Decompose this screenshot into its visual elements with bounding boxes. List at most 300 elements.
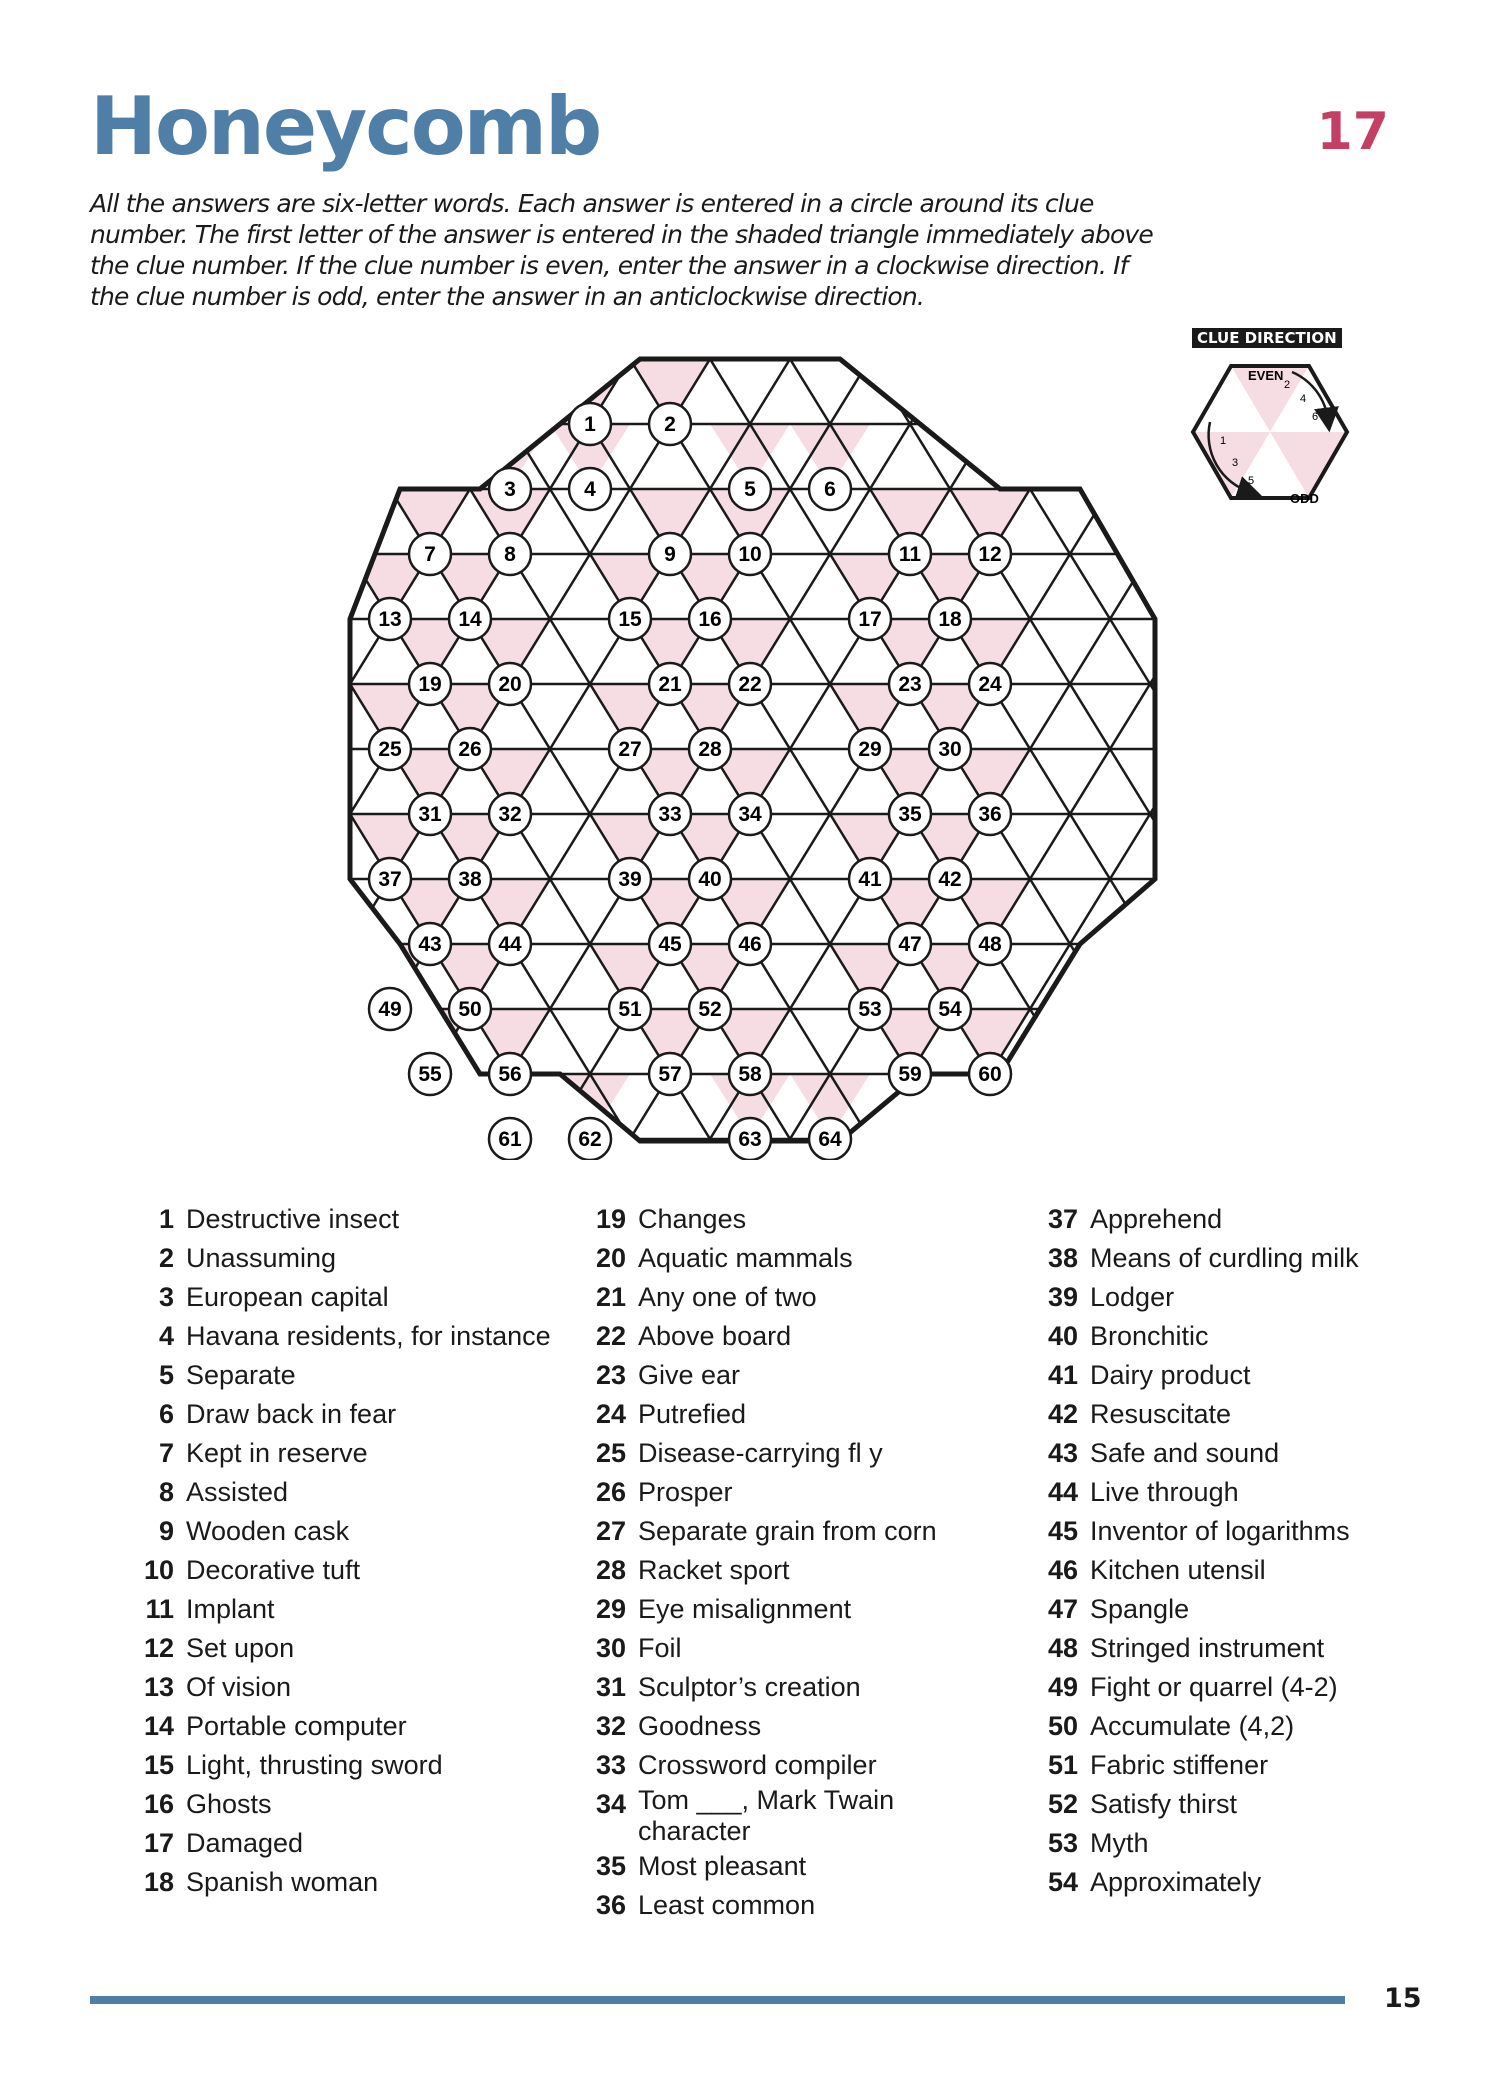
grid-line: [1470, 294, 1501, 1160]
clue-number-circle[interactable]: [489, 663, 531, 705]
clue-text: Eye misalignment: [638, 1594, 852, 1624]
grid-line: [1470, 294, 1501, 1160]
clue-text: Foil: [638, 1633, 682, 1663]
circle-number-label: 25: [378, 738, 402, 761]
clue: [582, 1707, 1012, 1746]
clue-number: 25: [595, 1438, 626, 1468]
clue-number-circle[interactable]: [889, 533, 931, 575]
circle-number-label: 16: [698, 608, 722, 631]
clue-number-circle[interactable]: [569, 468, 611, 510]
circle-number-label: 35: [898, 803, 922, 826]
circle-number-label: 19: [418, 673, 442, 696]
clue-text: Aquatic mammals: [638, 1243, 853, 1273]
clue-number-circle[interactable]: [929, 988, 971, 1030]
clue-text: Approximately: [1090, 1867, 1262, 1897]
clue-number: 43: [1047, 1438, 1078, 1468]
clue-number: 49: [1047, 1672, 1078, 1702]
circle-number-label: 9: [664, 543, 676, 566]
clue-number-circle[interactable]: [729, 663, 771, 705]
clue-text: Least common: [638, 1890, 816, 1920]
clue: [1034, 1824, 1464, 1863]
clue: [582, 1590, 1012, 1629]
clue-number: 21: [595, 1282, 626, 1312]
clue: [582, 1434, 1012, 1473]
clue-text: Stringed instrument: [1090, 1633, 1325, 1663]
circle-number-label: 33: [658, 803, 682, 826]
circle-number-label: 17: [858, 608, 882, 631]
clue-text: Racket sport: [638, 1555, 790, 1585]
clue-number-circle[interactable]: [369, 598, 411, 640]
clue-number: 32: [595, 1711, 626, 1741]
clue-number-circle[interactable]: [849, 858, 891, 900]
legend-even-digit: 2: [1284, 379, 1291, 391]
clue-number: 28: [595, 1555, 626, 1585]
grid-line: [0, 294, 350, 1160]
clue-number-circle[interactable]: [809, 1118, 851, 1160]
clue-number: 53: [1047, 1828, 1078, 1858]
clue-text: Kept in reserve: [186, 1438, 368, 1468]
clue-number-circle[interactable]: [489, 468, 531, 510]
clue: [130, 1356, 570, 1395]
clue-text: Set upon: [186, 1633, 295, 1663]
grid-line: [0, 294, 430, 1160]
clue-number: 31: [595, 1672, 626, 1702]
clue: [1034, 1512, 1464, 1551]
clue-number-circle[interactable]: [969, 663, 1011, 705]
clue-number: 4: [158, 1321, 174, 1351]
clue: [1034, 1434, 1464, 1473]
clue: [130, 1434, 570, 1473]
clue-number-circle[interactable]: [649, 923, 691, 965]
clue-number-circle[interactable]: [649, 1053, 691, 1095]
clue-number: 17: [143, 1828, 174, 1858]
clue-number-circle[interactable]: [929, 858, 971, 900]
clue: [582, 1512, 1012, 1551]
clue-number: 39: [1047, 1282, 1078, 1312]
clue-number: 2: [158, 1243, 174, 1273]
clue-column-2: [582, 1200, 1012, 1925]
clue-text: Destructive insect: [186, 1204, 400, 1234]
clue: [1034, 1200, 1464, 1239]
clue-number-circle[interactable]: [889, 663, 931, 705]
circle-number-label: 47: [898, 933, 922, 956]
clue-number: 44: [1047, 1477, 1078, 1507]
clue-number-circle[interactable]: [689, 598, 731, 640]
clue: [582, 1746, 1012, 1785]
clue: [130, 1278, 570, 1317]
circle-number-label: 53: [858, 998, 882, 1021]
clue-number-circle[interactable]: [369, 858, 411, 900]
clue-number-circle[interactable]: [889, 1053, 931, 1095]
clue-text: Bronchitic: [1090, 1321, 1209, 1351]
clue: [582, 1200, 1012, 1239]
clue-number-circle[interactable]: [689, 988, 731, 1030]
clue-text: Lodger: [1090, 1282, 1175, 1312]
clue-text: Spanish woman: [186, 1867, 379, 1897]
clue-number-circle[interactable]: [649, 533, 691, 575]
clue-text: Decorative tuft: [186, 1555, 361, 1585]
legend-even-digit: 6: [1312, 411, 1319, 423]
clue-number: 48: [1047, 1633, 1078, 1663]
clue-text: Any one of two: [638, 1282, 817, 1312]
legend-odd-digit: 5: [1248, 475, 1255, 487]
clue: [582, 1785, 1012, 1847]
clue: [582, 1629, 1012, 1668]
clue: [130, 1785, 570, 1824]
clue-number: 13: [143, 1672, 174, 1702]
clue: [130, 1395, 570, 1434]
circle-number-label: 48: [978, 933, 1002, 956]
clue-number-circle[interactable]: [729, 923, 771, 965]
grid-line: [0, 294, 190, 1160]
clue-number-circle[interactable]: [889, 923, 931, 965]
clue-direction-legend: [1180, 322, 1360, 512]
clue-number: 7: [158, 1438, 174, 1468]
clue-number: 37: [1047, 1204, 1078, 1234]
circle-number-label: 45: [658, 933, 682, 956]
clue: [1034, 1668, 1464, 1707]
clue-text: Damaged: [186, 1828, 304, 1858]
grid-line: [0, 294, 190, 1160]
clue-number-circle[interactable]: [969, 533, 1011, 575]
circle-number-label: 41: [858, 868, 882, 891]
clue-number: 22: [595, 1321, 626, 1351]
circle-number-label: 42: [938, 868, 962, 891]
clue-text: Prosper: [638, 1477, 733, 1507]
circle-number-label: 60: [978, 1063, 1002, 1086]
clue: [1034, 1473, 1464, 1512]
clue-number: 14: [143, 1711, 174, 1741]
clue: [130, 1200, 570, 1239]
clue-text: Tom ___, Mark Twain character: [638, 1785, 895, 1846]
clue-number-circle[interactable]: [489, 923, 531, 965]
clue: [1034, 1629, 1464, 1668]
circle-number-label: 23: [898, 673, 922, 696]
clue-number-circle[interactable]: [489, 793, 531, 835]
circle-number-label: 39: [618, 868, 642, 891]
clue-text: Light, thrusting sword: [186, 1750, 443, 1780]
clue-text: Crossword compiler: [638, 1750, 877, 1780]
clue-number: 46: [1047, 1555, 1078, 1585]
clue-number-circle[interactable]: [609, 598, 651, 640]
circle-number-label: 18: [938, 608, 962, 631]
clue-number: 42: [1047, 1399, 1078, 1429]
clue-text: Give ear: [638, 1360, 741, 1390]
clue-text: Above board: [638, 1321, 792, 1351]
legend-even-label: EVEN: [1248, 368, 1284, 383]
circle-number-label: 31: [418, 803, 442, 826]
grid-line: [0, 294, 350, 1160]
clue-number: 20: [595, 1243, 626, 1273]
clue-text: Resuscitate: [1090, 1399, 1232, 1429]
circle-number-label: 12: [978, 543, 1002, 566]
clue-text: Separate: [186, 1360, 296, 1390]
clue-number: 19: [595, 1204, 626, 1234]
clue-number: 33: [595, 1750, 626, 1780]
circle-number-label: 13: [378, 608, 402, 631]
circle-number-label: 36: [978, 803, 1002, 826]
clue-column-3: [1034, 1200, 1464, 1902]
circle-number-label: 44: [498, 933, 522, 956]
circle-number-label: 2: [664, 413, 676, 436]
clue-text: Changes: [638, 1204, 747, 1234]
clue-number: 40: [1047, 1321, 1078, 1351]
clue-text: Portable computer: [186, 1711, 407, 1741]
grid-line: [0, 294, 30, 1160]
clue-number-circle[interactable]: [929, 728, 971, 770]
clue-text: Sculptor’s creation: [638, 1672, 861, 1702]
clue: [1034, 1395, 1464, 1434]
clue: [130, 1551, 570, 1590]
clue-number: 12: [143, 1633, 174, 1663]
circle-number-label: 30: [938, 738, 962, 761]
clue-number-circle[interactable]: [929, 598, 971, 640]
clue-number-circle[interactable]: [449, 598, 491, 640]
clue-number-circle[interactable]: [729, 793, 771, 835]
clue: [130, 1512, 570, 1551]
clue-number-circle[interactable]: [729, 468, 771, 510]
circle-number-label: 61: [498, 1128, 522, 1151]
clue-number: 24: [595, 1399, 626, 1429]
clue: [582, 1668, 1012, 1707]
clue-text: Fabric stiffener: [1090, 1750, 1269, 1780]
clue: [582, 1239, 1012, 1278]
clue: [582, 1356, 1012, 1395]
clue-number-circle[interactable]: [489, 1053, 531, 1095]
circle-number-label: 4: [584, 478, 596, 501]
clue: [582, 1847, 1012, 1886]
clue-number: 52: [1047, 1789, 1078, 1819]
clue-number-circle[interactable]: [409, 1053, 451, 1095]
circle-number-label: 59: [898, 1063, 922, 1086]
circle-number-label: 21: [658, 673, 682, 696]
clue-number: 41: [1047, 1360, 1078, 1390]
clue-number-circle[interactable]: [449, 728, 491, 770]
clue: [130, 1473, 570, 1512]
clue-number: 36: [595, 1890, 626, 1920]
clue: [582, 1473, 1012, 1512]
clue-text: Havana residents, for instance: [186, 1321, 551, 1351]
clue-text: Kitchen utensil: [1090, 1555, 1266, 1585]
clue-number: 11: [145, 1594, 174, 1624]
circle-number-label: 51: [618, 998, 642, 1021]
circle-number-label: 8: [504, 543, 516, 566]
clue-number-circle[interactable]: [849, 728, 891, 770]
clue-number: 30: [595, 1633, 626, 1663]
clue-text: Assisted: [186, 1477, 289, 1507]
clue-number-circle[interactable]: [849, 988, 891, 1030]
circle-number-label: 64: [818, 1128, 842, 1151]
clue-number-circle[interactable]: [489, 533, 531, 575]
clue-number-circle[interactable]: [569, 403, 611, 445]
clue-number: 45: [1047, 1516, 1078, 1546]
clue-number: 29: [595, 1594, 626, 1624]
circle-number-label: 29: [858, 738, 882, 761]
legend-diagram: [1180, 322, 1360, 512]
clue-number-circle[interactable]: [969, 793, 1011, 835]
page-number: 15: [1384, 1983, 1422, 2014]
clue-number-circle[interactable]: [969, 1053, 1011, 1095]
circle-number-label: 37: [378, 868, 402, 891]
circle-number-label: 24: [978, 673, 1002, 696]
clue: [1034, 1278, 1464, 1317]
clue: [1034, 1590, 1464, 1629]
clue-number-circle[interactable]: [449, 988, 491, 1030]
clue-number-circle[interactable]: [849, 598, 891, 640]
legend-odd-label: ODD: [1290, 491, 1319, 506]
clue-text: Apprehend: [1090, 1204, 1223, 1234]
grid-line: [0, 294, 110, 1160]
circle-number-label: 14: [458, 608, 482, 631]
clue-number: 1: [158, 1204, 174, 1234]
clue-number: 50: [1047, 1711, 1078, 1741]
circle-number-label: 7: [424, 543, 436, 566]
clue-number-circle[interactable]: [889, 793, 931, 835]
clue-number-circle[interactable]: [649, 403, 691, 445]
clue-text: Accumulate (4,2): [1090, 1711, 1295, 1741]
clue: [130, 1239, 570, 1278]
clue-number: 5: [158, 1360, 174, 1390]
clue: [130, 1863, 570, 1902]
clue: [1034, 1317, 1464, 1356]
circle-number-label: 3: [504, 478, 516, 501]
clue-text: Disease-carrying fl y: [638, 1438, 883, 1468]
grid-line: [1390, 294, 1501, 1160]
clue-number-circle[interactable]: [689, 858, 731, 900]
clue-number-circle[interactable]: [369, 728, 411, 770]
clue-number: 23: [595, 1360, 626, 1390]
clue: [1034, 1707, 1464, 1746]
clue-column-1: [130, 1200, 570, 1902]
clue-text: Inventor of logarithms: [1090, 1516, 1350, 1546]
clue: [582, 1395, 1012, 1434]
clue-number: 16: [143, 1789, 174, 1819]
grid-line: [0, 294, 30, 1160]
clue-number-circle[interactable]: [729, 1118, 771, 1160]
clue: [130, 1590, 570, 1629]
clue: [130, 1317, 570, 1356]
clue-number-circle[interactable]: [689, 728, 731, 770]
clue-number-circle[interactable]: [609, 858, 651, 900]
instructions: All the answers are six-letter words. Each answer is entered in a circle around its clue number. The first letter of the answer is entered in the shaded triangle immediately above the clue number. If the clue number is even, enter the answer in a clockwise direction. If the clue number is odd, enter the answer in an anticlockwise direction.: [90, 189, 1154, 311]
circle-number-label: 26: [458, 738, 482, 761]
clue-number: 6: [158, 1399, 174, 1429]
circle-number-label: 34: [738, 803, 762, 826]
clue-number: 18: [143, 1867, 174, 1897]
clue-text: Safe and sound: [1090, 1438, 1280, 1468]
clue-number-circle[interactable]: [649, 793, 691, 835]
clue-number-circle[interactable]: [809, 468, 851, 510]
clue-text: Means of curdling milk: [1090, 1243, 1359, 1273]
clue: [130, 1707, 570, 1746]
circle-number-label: 62: [578, 1128, 602, 1151]
clue-number-circle[interactable]: [449, 858, 491, 900]
clue: [582, 1278, 1012, 1317]
grid-line: [0, 294, 270, 1160]
clue-text: Goodness: [638, 1711, 762, 1741]
clue-number: 38: [1047, 1243, 1078, 1273]
circle-number-label: 1: [584, 413, 596, 436]
clue-text: Putrefied: [638, 1399, 747, 1429]
clue: [1034, 1239, 1464, 1278]
clue-text: Spangle: [1090, 1594, 1190, 1624]
circle-number-label: 5: [744, 478, 756, 501]
puzzle-title: Honeycomb: [90, 80, 601, 173]
clue-number: 51: [1047, 1750, 1078, 1780]
legend-even-digit: 4: [1300, 393, 1307, 405]
clue-text: Unassuming: [186, 1243, 337, 1273]
circle-number-label: 56: [498, 1063, 522, 1086]
clue-text: Satisfy thirst: [1090, 1789, 1238, 1819]
clue: [1034, 1863, 1464, 1902]
circle-number-label: 50: [458, 998, 482, 1021]
grid-line: [0, 294, 270, 1160]
clue-number: 27: [595, 1516, 626, 1546]
clue-number-circle[interactable]: [729, 1053, 771, 1095]
footer-bar: [90, 1996, 1345, 2004]
circle-number-label: 55: [418, 1063, 442, 1086]
clue-text: Draw back in fear: [186, 1399, 397, 1429]
clue-number-circle[interactable]: [409, 923, 451, 965]
clue: [130, 1746, 570, 1785]
circle-number-label: 43: [418, 933, 442, 956]
clue: [582, 1886, 1012, 1925]
grid-line: [0, 294, 430, 1160]
clue: [582, 1317, 1012, 1356]
puzzle-number: 17: [1316, 102, 1389, 162]
grid-line: [0, 294, 110, 1160]
circle-number-label: 63: [738, 1128, 762, 1151]
circle-number-label: 54: [938, 998, 962, 1021]
clue: [130, 1629, 570, 1668]
clue-number: 8: [158, 1477, 174, 1507]
clue-text: Most pleasant: [638, 1851, 807, 1881]
clue-text: Wooden cask: [186, 1516, 350, 1546]
clue-number-circle[interactable]: [409, 663, 451, 705]
clue: [1034, 1356, 1464, 1395]
clue-number-circle[interactable]: [609, 728, 651, 770]
clue: [582, 1551, 1012, 1590]
circle-number-label: 58: [738, 1063, 762, 1086]
clue-number: 35: [595, 1851, 626, 1881]
clue-number: 3: [158, 1282, 174, 1312]
clue-number-circle[interactable]: [489, 1118, 531, 1160]
clue-number-circle[interactable]: [729, 533, 771, 575]
clue-number-circle[interactable]: [609, 988, 651, 1030]
clue: [1034, 1785, 1464, 1824]
clue-number-circle[interactable]: [409, 793, 451, 835]
clue-number-circle[interactable]: [969, 923, 1011, 965]
clue-number-circle[interactable]: [369, 988, 411, 1030]
clue-number: 10: [143, 1555, 174, 1585]
circle-number-label: 46: [738, 933, 762, 956]
circle-number-label: 38: [458, 868, 482, 891]
grid-line: [0, 294, 510, 1160]
clue: [1034, 1551, 1464, 1590]
clue-number-circle[interactable]: [649, 663, 691, 705]
grid-line: [1390, 294, 1501, 1160]
circle-number-label: 20: [498, 673, 522, 696]
legend-title: CLUE DIRECTION: [1192, 328, 1342, 348]
clue-text: Ghosts: [186, 1789, 272, 1819]
clue-number-circle[interactable]: [569, 1118, 611, 1160]
clue-number-circle[interactable]: [409, 533, 451, 575]
circle-number-label: 40: [698, 868, 722, 891]
circle-number-label: 15: [618, 608, 642, 631]
clue-text: European capital: [186, 1282, 389, 1312]
clue-number: 47: [1047, 1594, 1078, 1624]
clue-text: Separate grain from corn: [638, 1516, 937, 1546]
